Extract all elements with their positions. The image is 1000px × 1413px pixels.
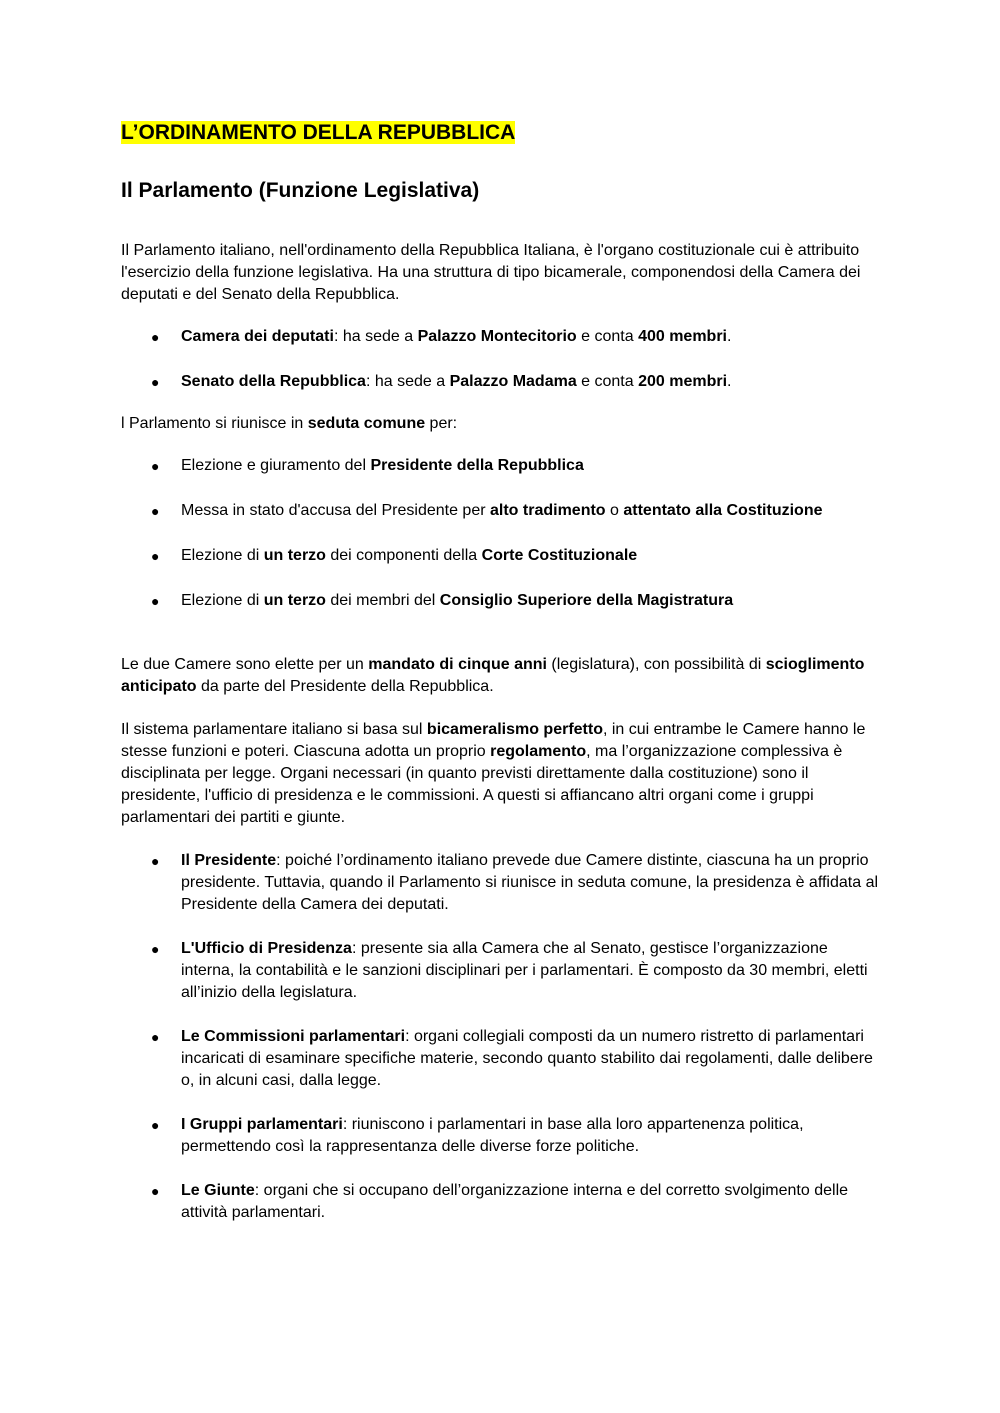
list-item: ● Senato della Repubblica: ha sede a Palazzo Madama e conta 200 membri. <box>121 371 881 393</box>
list-item: ● Messa in stato d'accusa del Presidente per alto tradimento o attentato alla Costituzione <box>121 500 881 522</box>
chamber-seat: Palazzo Montecitorio <box>417 328 577 345</box>
title-highlight: L’ORDINAMENTO DELLA REPUBBLICA <box>121 121 516 144</box>
chamber-name: Senato della Repubblica <box>181 373 366 390</box>
list-item: ● Le Giunte: organi che si occupano dell’organizzazione interna e del corretto svolgimento delle attività parlamentari. <box>151 1182 849 1221</box>
bullet-icon: ● <box>151 941 160 957</box>
organ-name: Le Giunte <box>181 1182 255 1199</box>
bullet-icon: ● <box>151 1117 160 1133</box>
organ-name: Il Presidente <box>181 852 277 869</box>
joint-session-list <box>121 455 881 612</box>
organ-name: I Gruppi parlamentari <box>181 1116 343 1133</box>
document-page <box>121 118 881 1224</box>
bullet-icon: ● <box>151 458 160 474</box>
bullet-icon: ● <box>151 1183 160 1199</box>
chambers-list <box>121 326 881 393</box>
organs-list <box>121 850 881 1224</box>
intro-paragraph: Il Parlamento italiano, nell'ordinamento della Repubblica Italiana, è l'organo costituzionale cui è attribuito l'esercizio della funzione legislativa. Ha una struttura di tipo bicamerale, componendosi della Camera dei deputati e del Senato della Repubblica. <box>121 242 861 303</box>
bullet-icon: ● <box>151 853 160 869</box>
list-item: ● L'Ufficio di Presidenza: presente sia alla Camera che al Senato, gestisce l’organizzazione interna, la contabilità e le sanzioni disciplinari per i parlamentari. È composto da 30 membri, eletti all’inizio della legislatura. <box>151 940 868 1001</box>
bullet-icon: ● <box>151 374 160 390</box>
joint-session-paragraph: l Parlamento si riunisce in seduta comune per: <box>121 415 458 432</box>
organ-name: L'Ufficio di Presidenza <box>181 940 352 957</box>
list-item: ● Il Presidente: poiché l’ordinamento italiano prevede due Camere distinte, ciascuna ha un proprio presidente. Tuttavia, quando il Parlamento si riunisce in seduta comune, la presidenza è affidata al Presidente della Camera dei deputati. <box>151 852 879 913</box>
list-item: ● I Gruppi parlamentari: riuniscono i parlamentari in base alla loro appartenenza politica, permettendo così la rappresentanza delle diverse forze politiche. <box>151 1116 804 1155</box>
chamber-name: Camera dei deputati <box>181 328 334 345</box>
bullet-icon: ● <box>151 1029 160 1045</box>
list-item: ● Elezione di un terzo dei componenti della Corte Costituzionale <box>121 545 881 567</box>
list-item: ● Elezione di un terzo dei membri del Consiglio Superiore della Magistratura <box>121 590 881 612</box>
organ-name: Le Commissioni parlamentari <box>181 1028 406 1045</box>
chamber-members: 200 membri <box>638 373 728 390</box>
list-item: ● Elezione e giuramento del Presidente della Repubblica <box>121 455 881 477</box>
section-heading: Il Parlamento (Funzione Legislativa) <box>121 179 480 202</box>
chamber-seat: Palazzo Madama <box>449 373 577 390</box>
list-item: ● Le Commissioni parlamentari: organi collegiali composti da un numero ristretto di parlamentari incaricati di esaminare specifiche materie, secondo quanto stabilito dai regolamenti, dalle delibere o, in alcuni casi, dalla legge. <box>151 1028 873 1089</box>
mandate-paragraph: Le due Camere sono elette per un mandato di cinque anni (legislatura), con possibilità di scioglimento anticipato da parte del Presidente della Repubblica. <box>121 656 865 695</box>
chamber-members: 400 membri <box>638 328 727 345</box>
bullet-icon: ● <box>151 593 160 609</box>
list-item: ● Camera dei deputati: ha sede a Palazzo Montecitorio e conta 400 membri. <box>121 326 881 348</box>
page-title <box>121 118 881 148</box>
bullet-icon: ● <box>151 329 160 345</box>
system-paragraph: Il sistema parlamentare italiano si basa sul bicameralismo perfetto, in cui entrambe le Camere hanno le stesse funzioni e poteri. Ciascuna adotta un proprio regolamento, ma l’organizzazione complessiva è disciplinata per legge. Organi necessari (in quanto previsti direttamente dalla costituzione) sono il presidente, l'ufficio di presidenza e le commissioni. A questi si affiancano altri organi come i gruppi parlamentari dei partiti e giunte. <box>121 721 866 826</box>
bullet-icon: ● <box>151 503 160 519</box>
bullet-icon: ● <box>151 548 160 564</box>
